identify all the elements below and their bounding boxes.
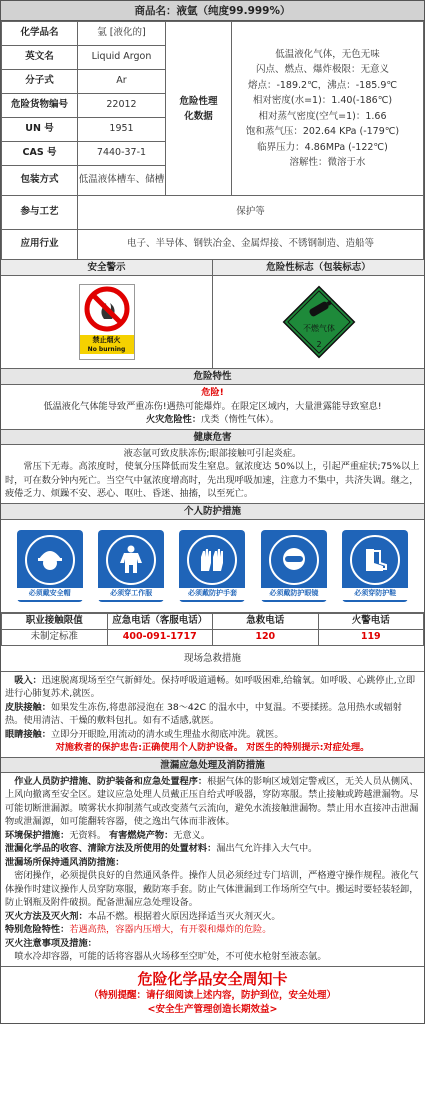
vent-text: 密闭操作，必须提供良好的自然通风条件。操作人员必须经过专门培训，严格遵守操作规程。液化气体操作时建议操作人员穿防寒服，戴防寒手套。防止气体泄漏到工作场所空气中。搬运时要轻装轻卸，防止钢瓶及附件破损。配备泄漏应急处理设备。 <box>5 870 419 908</box>
prop-line: 熔点：-189.2℃，沸点：-185.9℃ <box>247 79 398 91</box>
spill-body <box>1 773 424 966</box>
ppe-sign <box>261 530 327 602</box>
ppe-sign <box>98 530 164 602</box>
collect-text: 漏出气允许排入大气中。 <box>216 843 318 854</box>
no-fire-label: 禁止烟火 <box>92 336 121 344</box>
spill-section <box>1 758 424 966</box>
prop-line: 临界压力：4.86MPa (-122℃) <box>257 141 388 153</box>
props-list <box>232 22 424 196</box>
contact-header: 急救电话 <box>213 613 319 629</box>
process-value: 保护等 <box>78 196 424 230</box>
gloves-icon <box>195 543 229 577</box>
info-label: 英文名 <box>2 46 78 70</box>
prop-line: 饱和蒸气压：202.64 KPa (-179℃) <box>245 126 400 137</box>
non-flammable-gas-diamond-icon <box>276 279 362 365</box>
no-fire-label-en: No burning <box>87 346 126 353</box>
prop-line: 低温液化气体，无色无味 <box>275 48 380 60</box>
exposure-limit: 未制定标准 <box>2 629 108 645</box>
health-paragraph: 常压下无毒。高浓度时，使氧分压降低而发生窒息。氩浓度达 50%以上，引起严重症状;75%以上时，可在数分钟内死亡。当空气中氩浓度增高时，先出现呼吸加速，注意力不集中，共济失调。继之，疲倦乏力、烦躁不安、恶心、呕吐、昏迷、抽搐，以至死亡。 <box>5 461 420 499</box>
skin-text: 如果发生冻伤,将患部浸泡在 38～42C 的温水中，中复温。不要揉搓。急用热水或辐射热。使用清洁、干燥的敷料包扎。如有不适感,就医。 <box>5 701 402 726</box>
ambulance-phone: 120 <box>213 629 319 645</box>
first-aid-note: 对施救者的保护忠告:正确使用个人防护设备。 对医生的特别提示:对症处理。 <box>55 742 370 753</box>
fire-notes-text: 喷水冷却容器，可能的话将容器从火场移至空旷处，不可使水枪射至液态氩。 <box>14 951 327 962</box>
eye-label: 眼睛接触： <box>5 728 51 740</box>
eye-text: 立即分开眼睑,用流动的清水或生理盐水彻底冲洗。就医。 <box>50 728 284 740</box>
info-label: UN 号 <box>2 118 78 142</box>
info-value: 低温液体槽车、储槽 <box>78 166 166 196</box>
ppe-label: 必须穿防护鞋 <box>354 588 397 597</box>
warning-section <box>1 260 424 369</box>
ppe-label: 必须戴防护眼镜 <box>269 588 319 597</box>
extinguish-text: 本品不燃。根据着火原因选择适当灭火剂灭火。 <box>87 910 281 922</box>
prop-line: 闪点、燃点、爆炸极限：无意义 <box>255 64 389 75</box>
work-suit-icon <box>114 543 148 577</box>
ppe-head: 个人防护措施 <box>1 504 424 520</box>
vent-label: 泄漏场所保持通风消防措施： <box>5 856 125 868</box>
collect-label: 泄漏化学品的收容、清除方法及所使用的处置材料： <box>5 843 217 854</box>
info-label: CAS 号 <box>2 142 78 166</box>
industry-label: 应用行业 <box>2 230 78 260</box>
no-fire-sign <box>79 284 135 360</box>
inhale-text: 迅速脱离现场至空气新鲜处。保持呼吸道通畅。如呼吸困难,给输氧。如呼吸、心跳停止,立即进行心肺复苏术,就医。 <box>5 674 416 699</box>
hazard-section <box>1 369 424 430</box>
emergency-phone: 400-091-1717 <box>107 629 213 645</box>
prop-line: 相对蒸气密度(空气=1)：1.66 <box>258 110 387 122</box>
diamond-class: 2 <box>315 340 322 349</box>
helmet-icon <box>33 543 67 577</box>
hazard-mark-head: 危险性标志（包装标志） <box>213 260 424 276</box>
spill-text: 根据气体的影响区域划定警戒区，无关人员从侧风、上风向撤离至安全区。建议应急处理人员戴正压自给式呼吸器，穿防寒服。禁止接触或跨越泄漏物。尽可能切断泄漏源。喷雾状水抑制蒸气或改变蒸气云流向，避免水流接触泄漏物。禁止用水直接冲击泄漏物或泄漏源，如可能翻转容器，使之逸出气体而非液体。 <box>5 775 419 827</box>
boots-icon <box>358 543 392 577</box>
info-table <box>1 21 424 260</box>
special-hazard-label: 特别危险特性： <box>5 924 70 935</box>
fire-phone: 119 <box>318 629 424 645</box>
safety-warning-head: 安全警示 <box>1 260 212 276</box>
fire-hazard-label: 火灾危险性： <box>145 414 202 425</box>
fire-hazard-value: 戊类（惰性气体）。 <box>201 414 280 425</box>
info-value: 7440-37-1 <box>78 142 166 166</box>
ppe-sign <box>17 530 83 602</box>
health-section <box>1 430 424 504</box>
special-hazard-text: 若遇高热，容器内压增大，有开裂和爆炸的危险。 <box>69 924 272 935</box>
health-head: 健康危害 <box>1 430 424 445</box>
footer-slogan: <安全生产管理创造长期效益> <box>147 1004 278 1015</box>
skin-label: 皮肤接触： <box>5 701 51 713</box>
hazard-body <box>1 385 424 430</box>
env-label: 环境保护措施： <box>5 829 70 841</box>
first-aid-head: 现场急救措施 <box>1 646 424 672</box>
no-fire-icon <box>82 285 132 333</box>
industry-value: 电子、半导体、钢铁冶金、金属焊接、不锈钢制造、造船等 <box>78 230 424 260</box>
spill-head: 泄漏应急处理及消防措施 <box>1 758 424 773</box>
hazard-mark-panel <box>212 260 424 368</box>
prop-line: 溶解性：微溶于水 <box>289 157 366 168</box>
contact-table <box>1 613 424 646</box>
ppe-sign <box>179 530 245 602</box>
health-body <box>1 445 424 504</box>
info-label: 分子式 <box>2 70 78 94</box>
footer-title: 危险化学品安全周知卡 <box>137 969 288 988</box>
card-title: 商品名：液氩（纯度99.999%） <box>1 1 424 21</box>
info-value: Ar <box>78 70 166 94</box>
footer <box>1 966 424 1024</box>
props-label: 危险性理化数据 <box>166 22 232 196</box>
process-label: 参与工艺 <box>2 196 78 230</box>
info-label: 包装方式 <box>2 166 78 196</box>
spill-label: 作业人员防护措施、防护装备和应急处置程序： <box>14 775 208 787</box>
footer-reminder: （特别提醒：请仔细阅读上述内容，防护到位，安全处理） <box>88 990 336 1001</box>
info-label: 化学品名 <box>2 22 78 46</box>
info-value: 氩 [液化的] <box>78 22 166 46</box>
health-line: 液态氩可致皮肤冻伤;眼部接触可引起炎症。 <box>123 447 302 459</box>
inhale-label: 吸入： <box>14 674 42 686</box>
env-text: 无资料。 <box>69 829 107 841</box>
ppe-sign <box>342 530 408 602</box>
hazard-head: 危险特性 <box>1 369 424 385</box>
combustion-text: 无意义。 <box>173 829 211 841</box>
safety-warning-panel <box>1 260 212 368</box>
info-value: 22012 <box>78 94 166 118</box>
info-value: 1951 <box>78 118 166 142</box>
first-aid-section <box>1 646 424 758</box>
contact-header: 职业接触限值 <box>2 613 108 629</box>
ppe-label: 必须戴安全帽 <box>28 588 71 597</box>
contact-header: 应急电话（客服电话） <box>107 613 213 629</box>
ppe-label: 必须穿工作服 <box>110 588 153 597</box>
info-label: 危险货物编号 <box>2 94 78 118</box>
ppe-icons <box>1 520 424 613</box>
prop-line: 相对密度(水=1)：1.40(-186℃) <box>252 95 393 106</box>
combustion-label: 有害燃烧产物： <box>108 829 174 841</box>
hazard-statement: 低温液化气体能导致严重冻伤!遇热可能爆炸。在限定区域内，大量泄露能导致窒息! <box>43 400 382 412</box>
fire-notes-label: 灭火注意事项及措施： <box>5 937 97 949</box>
ppe-section <box>1 504 424 613</box>
ppe-label: 必须戴防护手套 <box>187 588 237 597</box>
goggles-icon <box>277 543 311 577</box>
contact-header: 火警电话 <box>318 613 424 629</box>
first-aid-body <box>1 672 424 758</box>
extinguish-label: 灭火方法及灭火剂： <box>5 910 88 922</box>
danger-word: 危险! <box>201 387 224 398</box>
info-value: Liquid Argon <box>78 46 166 70</box>
diamond-label: 不燃气体 <box>302 324 335 333</box>
